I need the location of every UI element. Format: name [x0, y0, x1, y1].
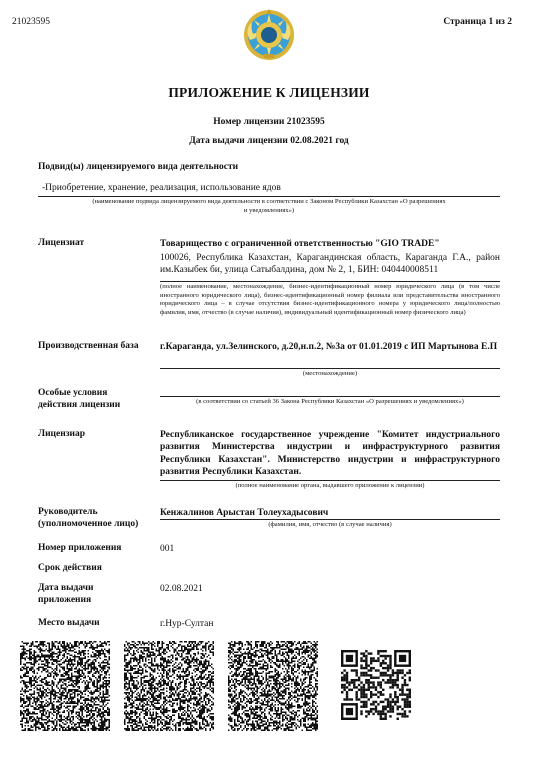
special-conditions-note: (в соответствии со статьей 36 Закона Республики Казахстан «О разрешениях и уведомлениях») [196, 398, 464, 405]
subtype-note [28, 198, 510, 215]
issue-place-value: г.Нур-Султан [160, 619, 214, 629]
licensee-name: Товарищество с ограниченной ответственностью "GIO TRADE" [160, 239, 440, 249]
divider [160, 396, 500, 397]
licensor-label: Лицензиар [38, 429, 86, 439]
licensee-address: 100026, Республика Казахстан, Карагандинская область, Караганда Г.А., район им.Казыбек би, улица Сатыбалдина, дом № 2, 1, БИН: 040440008511 [160, 253, 500, 276]
data-matrix-code-icon [124, 641, 214, 731]
divider [38, 196, 500, 197]
special-conditions-label [38, 388, 120, 412]
divider [160, 281, 500, 282]
licensor-value: Республиканское государственное учреждение "Комитет индустриального развития Министерства индустрии и инфраструктурного развития Республики Казахстан". Министерство индустрии и инфраструктурного развития Республики Казахстан. [160, 430, 500, 478]
subtype-heading: Подвид(ы) лицензируемого вида деятельности [38, 162, 239, 172]
license-issue-date: Дата выдачи лицензии 02.08.2021 год [189, 136, 349, 146]
special-conditions-label-line: Особые условия [38, 388, 108, 398]
head-label [38, 507, 138, 531]
production-base-value: г.Караганда, ул.Зелинского, д.20,н.п.2, №3а от 01.01.2019 с ИП Мартынова Е.П [160, 342, 498, 352]
divider [160, 519, 500, 520]
appendix-number-value: 001 [160, 544, 175, 554]
state-emblem-icon [242, 8, 296, 62]
licensee-label: Лицензиат [38, 238, 85, 248]
issue-place-label: Место выдачи [38, 618, 100, 628]
document-number: 21023595 [12, 17, 50, 27]
data-matrix-code-icon [20, 641, 110, 731]
qr-code-icon [341, 650, 411, 720]
licensee-note: (полное наименование, местонахождение, бизнес-идентификационный номер юридического лица (в том числе иностранного юридического лица), бизнес-идентификационный номер филиала или представительства иностранного юридического лица – в случае отсутствия бизнес-идентификационного номера у юридического лица/полностью фамилия, имя, отчество (в случае наличия), индивидуальный идентификационный номер физического лица) [160, 283, 500, 316]
divider [160, 368, 500, 369]
license-number: Номер лицензии 21023595 [213, 117, 325, 127]
issue-date-label-line: Дата выдачи [38, 583, 94, 593]
data-matrix-code-icon [228, 641, 318, 731]
page-indicator: Страница 1 из 2 [443, 17, 512, 27]
subtype-item: -Приобретение, хранение, реализация, использование ядов [42, 183, 281, 193]
head-label-line: Руководитель [38, 507, 98, 517]
licensor-note: (полное наименование органа, выдавшего приложение к лицензии) [235, 482, 425, 489]
document-title: ПРИЛОЖЕНИЕ К ЛИЦЕНЗИИ [168, 85, 370, 100]
special-conditions-label-line: действия лицензии [38, 399, 121, 410]
production-base-label: Производственная база [38, 341, 139, 351]
subtype-note-line: и уведомлениях») [243, 206, 295, 214]
issue-date-value: 02.08.2021 [160, 584, 203, 594]
head-note: (фамилия, имя, отчество (в случае наличия) [268, 521, 392, 528]
issue-date-label [38, 583, 94, 607]
issue-date-label-line: приложения [38, 594, 92, 605]
head-name: Кенжалинов Арыстан Толеухадысович [160, 508, 329, 518]
subtype-note-line: (наименование подвида лицензируемого вида деятельности в соответствии с Законом Республики Казахстан «О разрешениях [92, 198, 446, 205]
head-label-line: (уполномоченное лицо) [38, 518, 139, 529]
divider [160, 480, 500, 481]
production-base-note: (местонахождение) [302, 370, 358, 377]
validity-label: Срок действия [38, 563, 102, 573]
appendix-number-label: Номер приложения [38, 543, 122, 553]
